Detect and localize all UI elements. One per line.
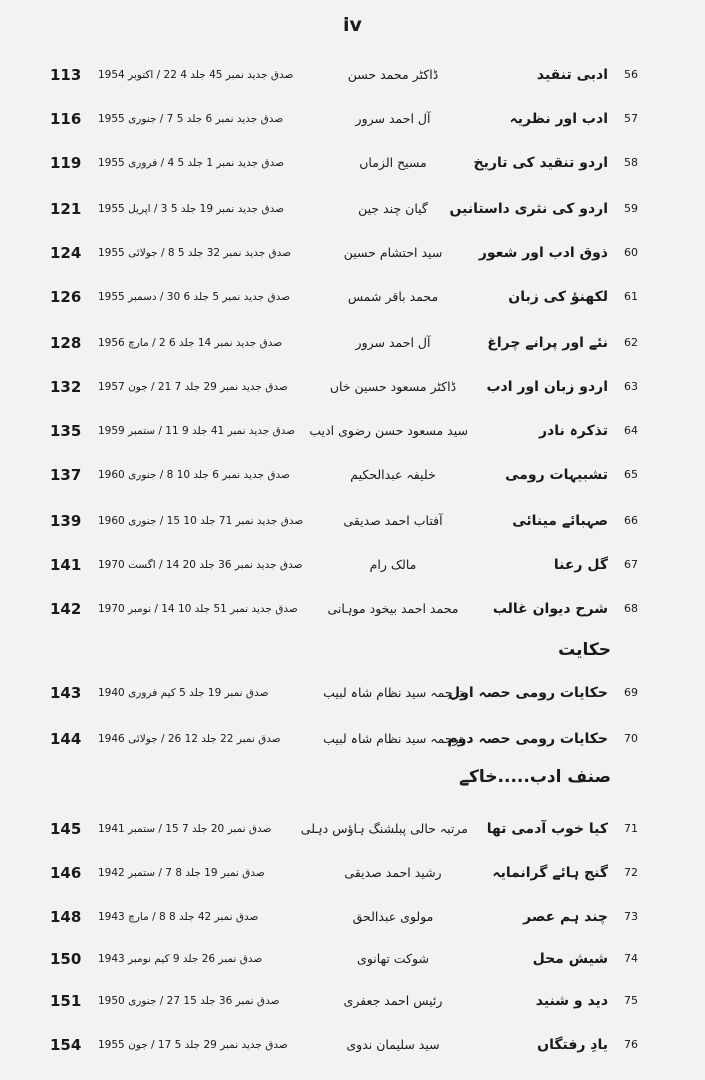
entry-author: مرتبہ حالی پبلشنگ ہاؤس دہلی <box>300 821 468 836</box>
entry-author: رئیس احمد جعفری <box>343 993 443 1008</box>
entry-number: 73 <box>624 910 638 923</box>
entry-title: شیش محل <box>532 951 608 967</box>
entry-page: 139 <box>50 512 82 530</box>
entry-author: آل احمد سرور <box>355 111 431 126</box>
entry-title: ادبی تنقید <box>536 67 608 83</box>
entry-author: ترجمہ سید نظام شاہ لبیب <box>323 685 463 700</box>
entry-author: محمد باقر شمس <box>347 289 439 304</box>
index-entry <box>0 328 705 358</box>
index-entry <box>0 724 705 754</box>
entry-title: اردو زبان اور ادب <box>486 379 608 395</box>
section-heading-khake: صنف ادب.....خاکے <box>459 767 611 787</box>
entry-page: 141 <box>50 556 82 574</box>
index-entry <box>0 282 705 312</box>
entry-page: 135 <box>50 422 82 440</box>
entry-title: چند ہم عصر <box>523 909 608 925</box>
entry-number: 57 <box>624 112 638 125</box>
entry-number: 74 <box>624 952 638 965</box>
entry-number: 65 <box>624 468 638 481</box>
entry-page: 144 <box>50 730 82 748</box>
entry-reference: صدق جدید نمبر 6 جلد 10 8 / جنوری 1960 <box>98 469 290 481</box>
entry-title: اردو تنقید کی تاریخ <box>473 155 608 171</box>
page-number: iv <box>343 14 362 36</box>
entry-title: گنج ہائے گرانمایہ <box>492 865 608 881</box>
entry-number: 58 <box>624 156 638 169</box>
entry-title: ادب اور نظریہ <box>509 111 608 127</box>
entry-title: گل رعنا <box>553 557 608 573</box>
entry-author: گیان چند جین <box>358 201 428 216</box>
entry-title: تذکرہ نادر <box>538 423 608 439</box>
entry-author: ڈاکٹر محمد حسن <box>347 67 439 82</box>
index-entry <box>0 238 705 268</box>
entry-page: 145 <box>50 820 82 838</box>
entry-page: 148 <box>50 908 82 926</box>
index-entry <box>0 148 705 178</box>
index-entry <box>0 814 705 844</box>
entry-number: 61 <box>624 290 638 303</box>
entry-page: 124 <box>50 244 82 262</box>
entry-number: 63 <box>624 380 638 393</box>
entry-number: 60 <box>624 246 638 259</box>
entry-number: 56 <box>624 68 638 81</box>
entry-reference: صدق نمبر 19 جلد 8 7 / ستمبر 1942 <box>98 867 265 879</box>
entry-reference: صدق نمبر 26 جلد 9 کیم نومبر 1943 <box>98 953 263 965</box>
entry-page: 154 <box>50 1036 82 1054</box>
entry-title: نئے اور پرانے چراغ <box>487 335 608 351</box>
entry-author: آل احمد سرور <box>355 335 431 350</box>
entry-author: شوکت تھانوی <box>357 951 429 966</box>
entry-author: آفتاب احمد صدیقی <box>343 513 443 528</box>
entry-title: تشبیہات رومی <box>505 467 608 483</box>
entry-title: صہبائے مینائی <box>512 513 608 529</box>
entry-reference: صدق جدید نمبر 32 جلد 5 8 / جولائی 1955 <box>98 247 292 259</box>
entry-number: 68 <box>624 602 638 615</box>
entry-number: 75 <box>624 994 638 1007</box>
entry-number: 72 <box>624 866 638 879</box>
index-entry <box>0 944 705 974</box>
entry-reference: صدق نمبر 19 جلد 5 کیم فروری 1940 <box>98 687 269 699</box>
index-entry <box>0 104 705 134</box>
entry-author: مولوی عبدالحق <box>352 909 434 924</box>
entry-number: 67 <box>624 558 638 571</box>
index-entry <box>0 594 705 624</box>
entry-number: 70 <box>624 732 638 745</box>
entry-reference: صدق جدید نمبر 71 جلد 10 15 / جنوری 1960 <box>98 515 304 527</box>
entry-page: 143 <box>50 684 82 702</box>
entry-number: 71 <box>624 822 638 835</box>
entry-title: کیا خوب آدمی تھا <box>486 821 608 837</box>
index-entry <box>0 1030 705 1060</box>
entry-title: لکھنؤ کی زبان <box>508 289 608 305</box>
entry-page: 142 <box>50 600 82 618</box>
entry-page: 116 <box>50 110 82 128</box>
index-entry <box>0 194 705 224</box>
entry-page: 121 <box>50 200 82 218</box>
entry-number: 59 <box>624 202 638 215</box>
entry-reference: صدق جدید نمبر 14 جلد 6 2 / مارچ 1956 <box>98 337 283 349</box>
entry-reference: صدق جدید نمبر 19 جلد 5 3 / اپریل 1955 <box>98 203 285 215</box>
entry-page: 126 <box>50 288 82 306</box>
index-entry <box>0 902 705 932</box>
index-entry <box>0 550 705 580</box>
entry-title: شرح دیوان غالب <box>492 601 608 617</box>
entry-page: 119 <box>50 154 82 172</box>
index-entry <box>0 416 705 446</box>
entry-number: 64 <box>624 424 638 437</box>
entry-reference: صدق جدید نمبر 29 جلد 7 21 / جون 1957 <box>98 381 288 393</box>
entry-reference: صدق جدید نمبر 45 جلد 4 22 / اکتوبر 1954 <box>98 69 294 81</box>
entry-title: دید و شنید <box>535 993 608 1009</box>
entry-page: 150 <box>50 950 82 968</box>
entry-author: محمد احمد بیخود موہانی <box>327 601 459 616</box>
index-entry <box>0 678 705 708</box>
entry-page: 132 <box>50 378 82 396</box>
entry-page: 146 <box>50 864 82 882</box>
entry-number: 76 <box>624 1038 638 1051</box>
index-entry <box>0 372 705 402</box>
entry-reference: صدق نمبر 36 جلد 15 27 / جنوری 1950 <box>98 995 280 1007</box>
entry-author: مالک رام <box>369 557 417 572</box>
entry-page: 113 <box>50 66 82 84</box>
index-entry <box>0 60 705 90</box>
entry-page: 151 <box>50 992 82 1010</box>
entry-author: مسیح الزماں <box>359 155 427 170</box>
entry-page: 137 <box>50 466 82 484</box>
entry-author: ترجمہ سید نظام شاہ لبیب <box>323 731 463 746</box>
entry-title: اردو کی نثری داستانیں <box>449 201 608 217</box>
entry-author: سید احتشام حسین <box>343 245 443 260</box>
index-entry <box>0 506 705 536</box>
entry-reference: صدق جدید نمبر 51 جلد 10 14 / نومبر 1970 <box>98 603 298 615</box>
index-entry <box>0 858 705 888</box>
entry-reference: صدق جدید نمبر 1 جلد 5 4 / فروری 1955 <box>98 157 285 169</box>
entry-page: 128 <box>50 334 82 352</box>
entry-author: سید سلیمان ندوی <box>346 1037 440 1052</box>
entry-number: 69 <box>624 686 638 699</box>
entry-title: ذوق ادب اور شعور <box>478 245 608 261</box>
entry-number: 62 <box>624 336 638 349</box>
entry-reference: صدق جدید نمبر 41 جلد 9 11 / ستمبر 1959 <box>98 425 296 437</box>
entry-title: حکایات رومی حصہ اول <box>447 685 608 701</box>
entry-number: 66 <box>624 514 638 527</box>
entry-author: خلیفہ عبدالحکیم <box>350 467 436 482</box>
entry-reference: صدق جدید نمبر 5 جلد 6 30 / دسمبر 1955 <box>98 291 291 303</box>
entry-title: حکایات رومی حصہ دوم <box>447 731 608 747</box>
entry-reference: صدق نمبر 20 جلد 7 15 / ستمبر 1941 <box>98 823 272 835</box>
entry-reference: صدق جدید نمبر 29 جلد 5 17 / جون 1955 <box>98 1039 288 1051</box>
entry-reference: صدق جدید نمبر 36 جلد 20 14 / اگست 1970 <box>98 559 303 571</box>
entry-reference: صدق نمبر 22 جلد 12 26 / جولائی 1946 <box>98 733 281 745</box>
entry-reference: صدق نمبر 42 جلد 8 8 / مارچ 1943 <box>98 911 259 923</box>
index-entry <box>0 460 705 490</box>
entry-author: ڈاکٹر مسعود حسین خاں <box>329 379 457 394</box>
entry-author: رشید احمد صدیقی <box>344 865 442 880</box>
entry-reference: صدق جدید نمبر 6 جلد 5 7 / جنوری 1955 <box>98 113 284 125</box>
section-heading-hikayat: حکایت <box>558 640 611 660</box>
index-entry <box>0 986 705 1016</box>
entry-title: یادِ رفتگاں <box>537 1037 608 1053</box>
entry-author: سید مسعود حسن رضوی ادیب <box>309 423 468 438</box>
